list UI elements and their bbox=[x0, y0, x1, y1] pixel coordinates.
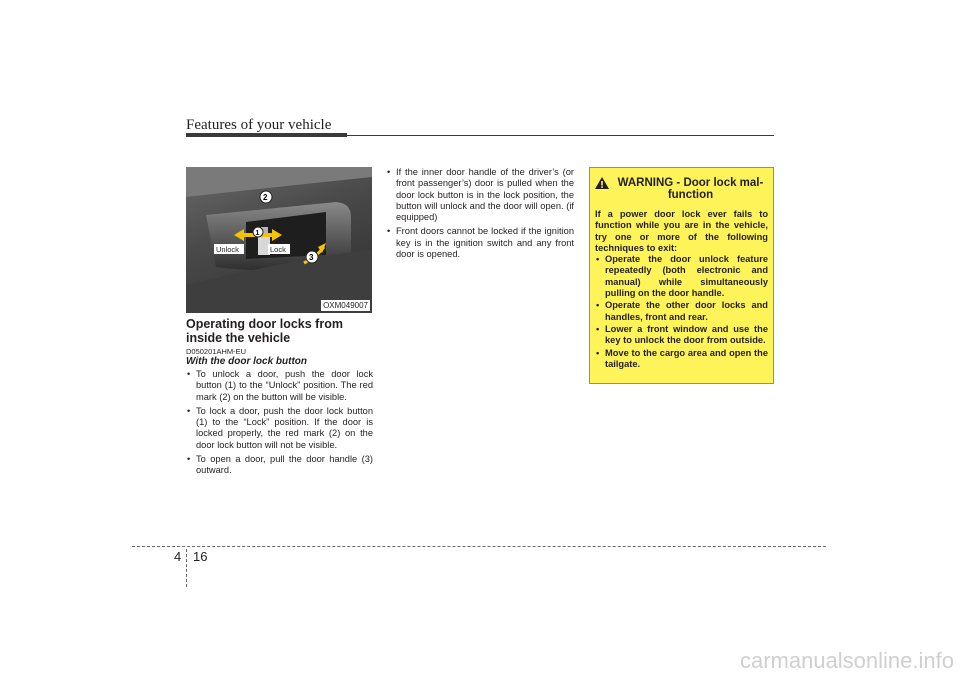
callout-3-text: 3 bbox=[309, 253, 314, 262]
section-title: Operating door locks from inside the vehicle bbox=[186, 317, 343, 345]
door-lock-photo bbox=[186, 167, 372, 313]
lock-label: Lock bbox=[270, 245, 286, 254]
chapter-number: 4 bbox=[174, 549, 182, 564]
footer-divider bbox=[186, 549, 187, 587]
figure-code: OXM049007 bbox=[323, 301, 368, 310]
list-item: • Lower a front window and use the key to unlock the door from outside. bbox=[595, 324, 768, 347]
page-number: 16 bbox=[193, 549, 208, 564]
page-header-title: Features of your vehicle bbox=[186, 117, 332, 133]
warning-triangle-icon bbox=[595, 177, 609, 189]
left-bullet-list bbox=[186, 369, 373, 480]
list-item: • To open a door, pull the door handle (3) outward. bbox=[186, 454, 373, 477]
list-item: • If the inner door handle of the driver’s (or front passenger’s) door is pulled when the door lock button is in the lock position, the button will unlock and the door will open. (if equipped) bbox=[386, 167, 574, 223]
section-subtitle: With the door lock button bbox=[186, 356, 308, 367]
watermark: carmanualsonline.info bbox=[739, 648, 954, 673]
list-item: • Front doors cannot be locked if the ignition key is in the ignition switch and any front door is opened. bbox=[386, 226, 574, 260]
callout-1-text: 1 bbox=[255, 230, 260, 237]
warning-list bbox=[595, 254, 768, 370]
door-trim-top bbox=[186, 167, 372, 197]
warning-intro: If a power door lock ever fails to function while you are in the vehicle, try one or more of the following techniques to exit: bbox=[595, 209, 768, 253]
warning-box bbox=[589, 167, 774, 384]
list-item: • Move to the cargo area and open the tailgate. bbox=[595, 348, 768, 371]
door-lock-illustration bbox=[186, 167, 372, 313]
header-rule-thick bbox=[186, 133, 347, 137]
right-bullet-list bbox=[386, 167, 574, 263]
list-item: • Operate the door unlock feature repeatedly (both electronic and manual) while simultaneously pulling on the door handle. bbox=[595, 254, 768, 299]
section-code: D050201AHM-EU bbox=[186, 347, 247, 356]
warning-title: WARNING - Door lock mal-function bbox=[617, 177, 764, 201]
warning-header bbox=[595, 177, 768, 201]
header-rule-thin bbox=[347, 135, 774, 136]
list-item: • Operate the other door locks and handles, front and rear. bbox=[595, 300, 768, 323]
unlock-label: Unlock bbox=[216, 245, 239, 254]
callout-2-text: 2 bbox=[263, 193, 268, 202]
footer-rule bbox=[132, 546, 826, 547]
list-item: • To lock a door, push the door lock button (1) to the “Lock” position. If the door is locked properly, the red mark (2) on the door lock button will not be visible. bbox=[186, 406, 373, 451]
list-item: • To unlock a door, push the door lock button (1) to the “Unlock” position. The red mark (2) on the button will be visible. bbox=[186, 369, 373, 403]
